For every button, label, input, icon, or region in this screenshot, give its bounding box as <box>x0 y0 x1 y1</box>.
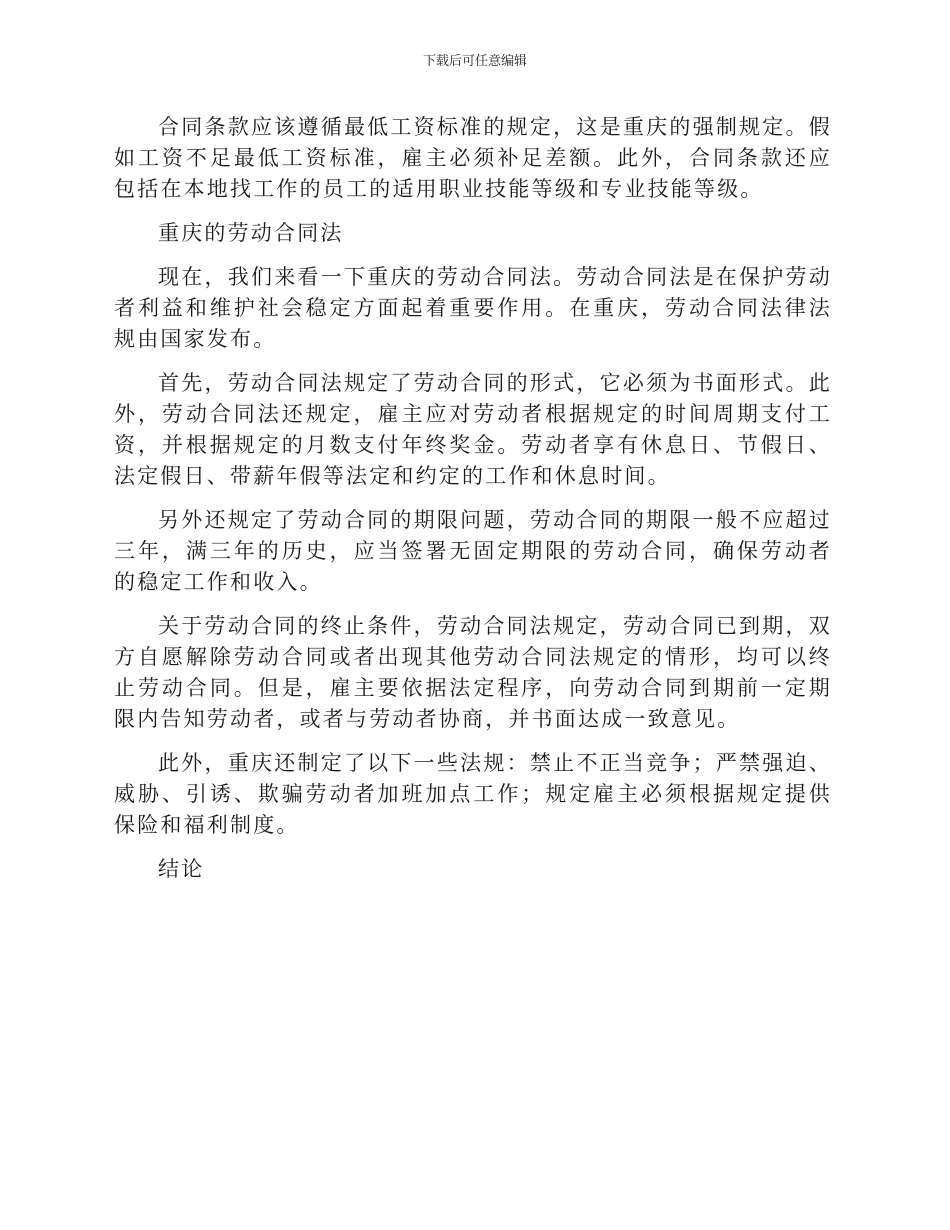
section-heading-conclusion: 结论 <box>158 857 205 881</box>
paragraph-contract-form: 首先，劳动合同法规定了劳动合同的形式，它必须为书面形式。此外，劳动合同法还规定，雇主应对劳动者根据规定的时间周期支付工资，并根据规定的月数支付年终奖金。劳动者享有休息日、节假日、法定假日、带薪年假等法定和约定的工作和休息时间。 <box>114 371 832 488</box>
paragraph-other-regulations: 此外，重庆还制定了以下一些法规：禁止不正当竞争；严禁强迫、威胁、引诱、欺骗劳动者加班加点工作；规定雇主必须根据规定提供保险和福利制度。 <box>114 751 832 837</box>
paragraph-contract-termination: 关于劳动合同的终止条件，劳动合同法规定，劳动合同已到期，双方自愿解除劳动合同或者出现其他劳动合同法规定的情形，均可以终止劳动合同。但是，雇主要依据法定程序，向劳动合同到期前一定期限内告知劳动者，或者与劳动者协商，并书面达成一致意见。 <box>114 614 832 731</box>
paragraph-labor-law-intro: 现在，我们来看一下重庆的劳动合同法。劳动合同法是在保护劳动者利益和维护社会稳定方面起着重要作用。在重庆，劳动合同法律法规由国家发布。 <box>114 265 832 351</box>
paragraph-minimum-wage: 合同条款应该遵循最低工资标准的规定，这是重庆的强制规定。假如工资不足最低工资标准，雇主必须补足差额。此外，合同条款还应包括在本地找工作的员工的适用职业技能等级和专业技能等级。 <box>114 115 832 201</box>
page-header: 下载后可任意编辑 <box>422 54 527 69</box>
paragraph-contract-term: 另外还规定了劳动合同的期限问题，劳动合同的期限一般不应超过三年，满三年的历史，应当签署无固定期限的劳动合同，确保劳动者的稳定工作和收入。 <box>114 508 832 594</box>
document-body <box>114 112 832 898</box>
section-heading-labor-law: 重庆的劳动合同法 <box>158 221 344 245</box>
